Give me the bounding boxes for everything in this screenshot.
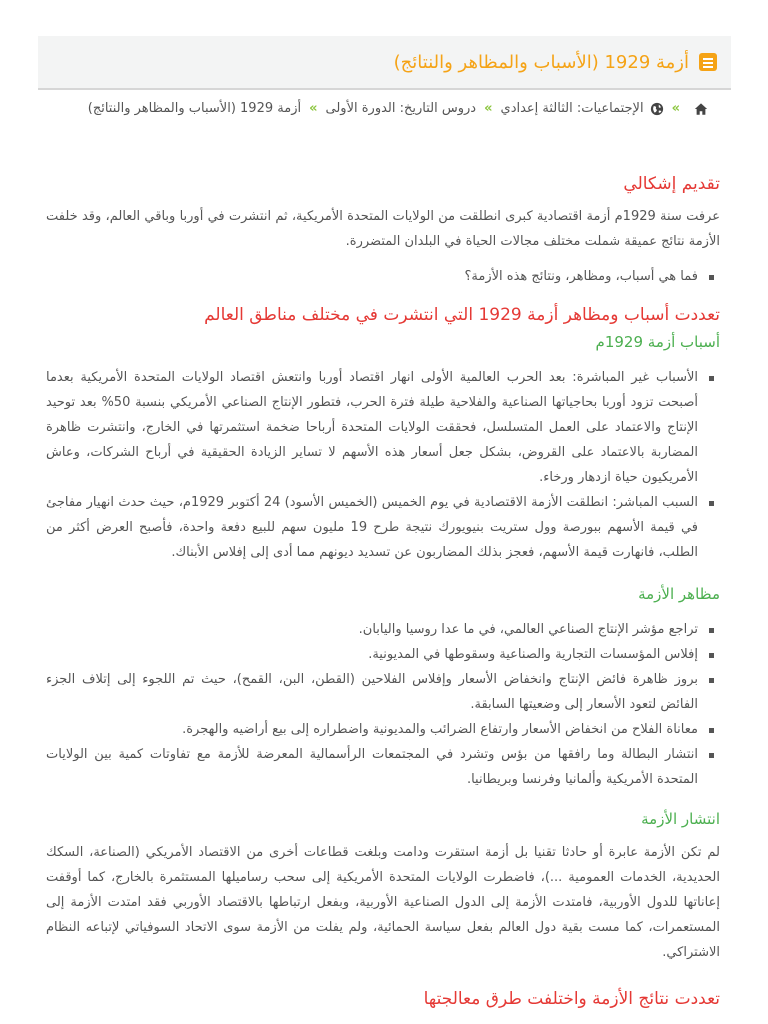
aspects-subheading: مظاهر الأزمة	[638, 585, 720, 603]
intro-list	[46, 264, 720, 289]
spread-paragraph: لم تكن الأزمة عابرة أو حادثا تقنيا بل أزمة استقرت ودامت وبلغت قطاعات أخرى من الاقتصاد الأمريكي (الصناعة، السكك الحديدية، الخدمات العمومية ...)، فاضطرت الولايات المتحدة الأمريكية إلى سحب رساميلها المستثمرة بالخارج، كما أوقفت إعاناتها للدول الأوربية، فامتدت الأزمة إلى الدول الصناعية الأوربية، وبفعل ارتباطها بالاقتصاد الأوربي فقد امتدت الأزمة إلى المستعمرات، كما مست بقية دول العالم بفعل سياسة الحمائية، ولم يفلت من الأزمة سوى الاتحاد السوفياتي لإتباعه النظام الاشتراكي.	[46, 845, 720, 960]
list-item: السبب المباشر: انطلقت الأزمة الاقتصادية في يوم الخميس (الخميس الأسود) 24 أكتوبر 1929م، حيث حدث انهيار مفاجئ في قيمة الأسهم ببورصة وول ستريت بنيويورك نتيجة طرح 19 مليون سهم للبيع دفعة واحدة، فأصبح العرض أكثر من الطلب، فانهارت قيمة الأسهم، فعجز بذلك المضاربون عن تسديد ديونهم مما أدى إلى إفلاس الأبناك.	[46, 490, 720, 565]
causes-subheading: أسباب أزمة 1929م	[595, 333, 720, 351]
article-content	[46, 170, 720, 1013]
breadcrumb	[88, 101, 708, 116]
intro-paragraph: عرفت سنة 1929م أزمة اقتصادية كبرى انطلقت من الولايات المتحدة الأمريكية، ثم انتشرت في أوربا وباقي العالم، وقد خلفت الأزمة نتائج عميقة شملت مختلف مجالات الحياة في البلدان المتضررة.	[46, 209, 720, 249]
causes-list	[46, 365, 720, 565]
home-icon[interactable]	[694, 102, 708, 116]
breadcrumb-item-current: أزمة 1929 (الأسباب والمظاهر والنتائج)	[87, 101, 302, 116]
breadcrumb-separator: »	[309, 101, 318, 116]
results-heading: تعددت نتائج الأزمة واختلفت طرق معالجتها	[423, 989, 720, 1009]
spread-subheading: انتشار الأزمة	[641, 810, 720, 828]
list-item: فما هي أسباب، ومظاهر، ونتائج هذه الأزمة؟	[46, 264, 720, 289]
breadcrumb-item-lessons[interactable]: دروس التاريخ: الدورة الأولى	[325, 101, 477, 116]
page-title: أزمة 1929 (الأسباب والمظاهر والنتائج)	[393, 51, 689, 73]
breadcrumb-separator: »	[671, 101, 680, 116]
title-bar	[38, 36, 731, 90]
list-item: معاناة الفلاح من انخفاض الأسعار وارتفاع الضرائب والمديونية واضطراره إلى بيع أراضيه والهجرة.	[46, 717, 720, 742]
list-item: تراجع مؤشر الإنتاج الصناعي العالمي، في ما عدا روسيا واليابان.	[46, 617, 720, 642]
list-item: الأسباب غير المباشرة: بعد الحرب العالمية الأولى انهار اقتصاد أوربا وانتعش اقتصاد الولايات المتحدة الأمريكية بعدما أصبحت تزود أوربا بحاجياتها الصناعية والفلاحية طيلة فترة الحرب، فتطور الإنتاج الصناعي الأمريكي بنسبة 50% بعد توحيد الإنتاج والاعتماد على العمل المتسلسل، فحققت الولايات المتحدة أرباحا ضخمة استثمرتها في الخارج، وانتشرت ظاهرة المضاربة بالاعتماد على القروض، بشكل جعل أسعار هذه الأسهم لا تساير الزيادة الحقيقية في أرباح الشركات، وعاش الأمريكيون حياة ازدهار ورخاء.	[46, 365, 720, 490]
causes-heading: تعددت أسباب ومظاهر أزمة 1929 التي انتشرت في مختلف مناطق العالم	[204, 305, 720, 325]
breadcrumb-separator: »	[484, 101, 493, 116]
list-item: بروز ظاهرة فائض الإنتاج وانخفاض الأسعار وإفلاس الفلاحين (القطن، البن، القمح)، حيث تم اللجوء إلى إتلاف الجزء الفائض لتعود الأسعار إلى وضعيتها السابقة.	[46, 667, 720, 717]
aspects-list	[46, 617, 720, 792]
list-item: انتشار البطالة وما رافقها من بؤس وتشرد في المجتمعات الرأسمالية المعرضة للأزمة مع تفاوتات كمية بين الولايات المتحدة الأمريكية وألمانيا وفرنسا وبريطانيا.	[46, 742, 720, 792]
globe-icon	[650, 102, 664, 116]
breadcrumb-item-course[interactable]: الإجتماعيات: الثالثة إعدادي	[500, 101, 644, 116]
document-icon	[699, 53, 717, 71]
list-item: إفلاس المؤسسات التجارية والصناعية وسقوطها في المديونية.	[46, 642, 720, 667]
intro-heading: تقديم إشكالي	[623, 174, 720, 194]
